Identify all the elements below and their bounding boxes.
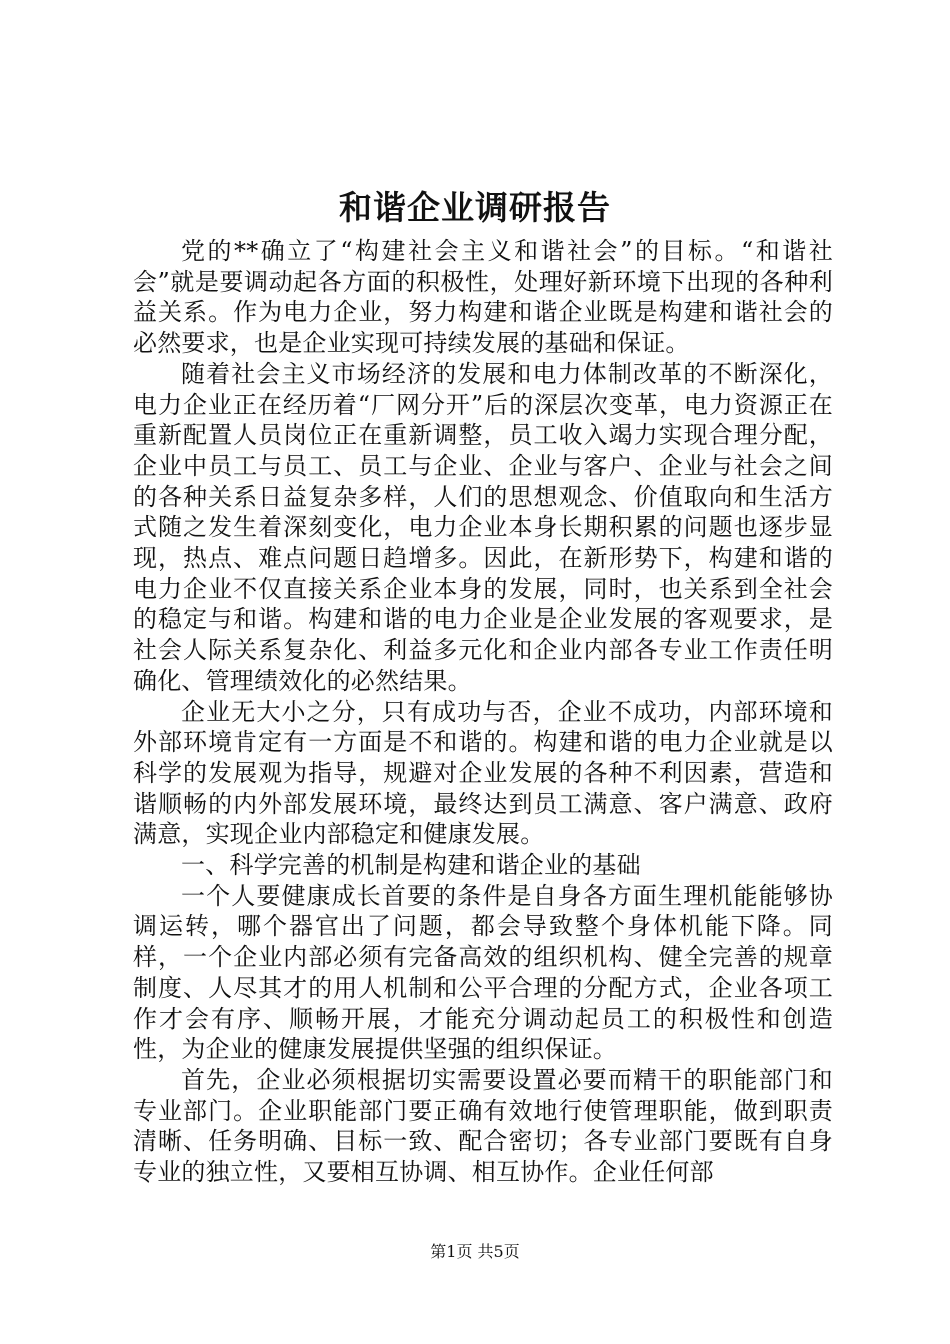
document-body (133, 236, 833, 1188)
paragraph-mechanism: 一个人要健康成长首要的条件是自身各方面生理机能能够协调运转，哪个器官出了问题，都会导致整个身体机能下降。同样，一个企业内部必须有完备高效的组织机构、健全完善的规章制度、人尽其才的用人机制和公平合理的分配方式，企业各项工作才会有序、顺畅开展，才能充分调动起员工的积极性和创造性，为企业的健康发展提供坚强的组织保证。 (133, 881, 833, 1064)
document-title: 和谐企业调研报告 (339, 188, 611, 227)
paragraph-background: 随着社会主义市场经济的发展和电力体制改革的不断深化，电力企业正在经历着“厂网分开”后的深层次变革，电力资源正在重新配置人员岗位正在重新调整，员工收入竭力实现合理分配，企业中员工与员工、员工与企业、企业与客户、企业与社会之间的各种关系日益复杂多样，人们的思想观念、价值取向和生活方式随之发生着深刻变化，电力企业本身长期积累的问题也逐步显现，热点、难点问题日趋增多。因此，在新形势下，构建和谐的电力企业不仅直接关系企业本身的发展，同时，也关系到全社会的稳定与和谐。构建和谐的电力企业是企业发展的客观要求，是社会人际关系复杂化、利益多元化和企业内部各专业工作责任明确化、管理绩效化的必然结果。 (133, 359, 833, 695)
page-footer: 第1页 共5页 (430, 1242, 520, 1261)
paragraph-purpose: 企业无大小之分，只有成功与否，企业不成功，内部环境和外部环境肯定有一方面是不和谐的。构建和谐的电力企业就是以科学的发展观为指导，规避对企业发展的各种不利因素，营造和谐顺畅的内外部发展环境，最终达到员工满意、客户满意、政府满意，实现企业内部稳定和健康发展。 (133, 697, 833, 849)
section-heading-1: 一、科学完善的机制是构建和谐企业的基础 (181, 851, 641, 880)
paragraph-first: 首先，企业必须根据切实需要设置必要而精干的职能部门和专业部门。企业职能部门要正确有效地行使管理职能，做到职责清晰、任务明确、目标一致、配合密切；各专业部门要既有自身专业的独立性，又要相互协调、相互协作。企业任何部 (133, 1065, 833, 1187)
paragraph-intro: 党的**确立了“构建社会主义和谐社会”的目标。“和谐社会”就是要调动起各方面的积极性，处理好新环境下出现的各种利益关系。作为电力企业，努力构建和谐企业既是构建和谐社会的必然要求，也是企业实现可持续发展的基础和保证。 (133, 237, 833, 358)
